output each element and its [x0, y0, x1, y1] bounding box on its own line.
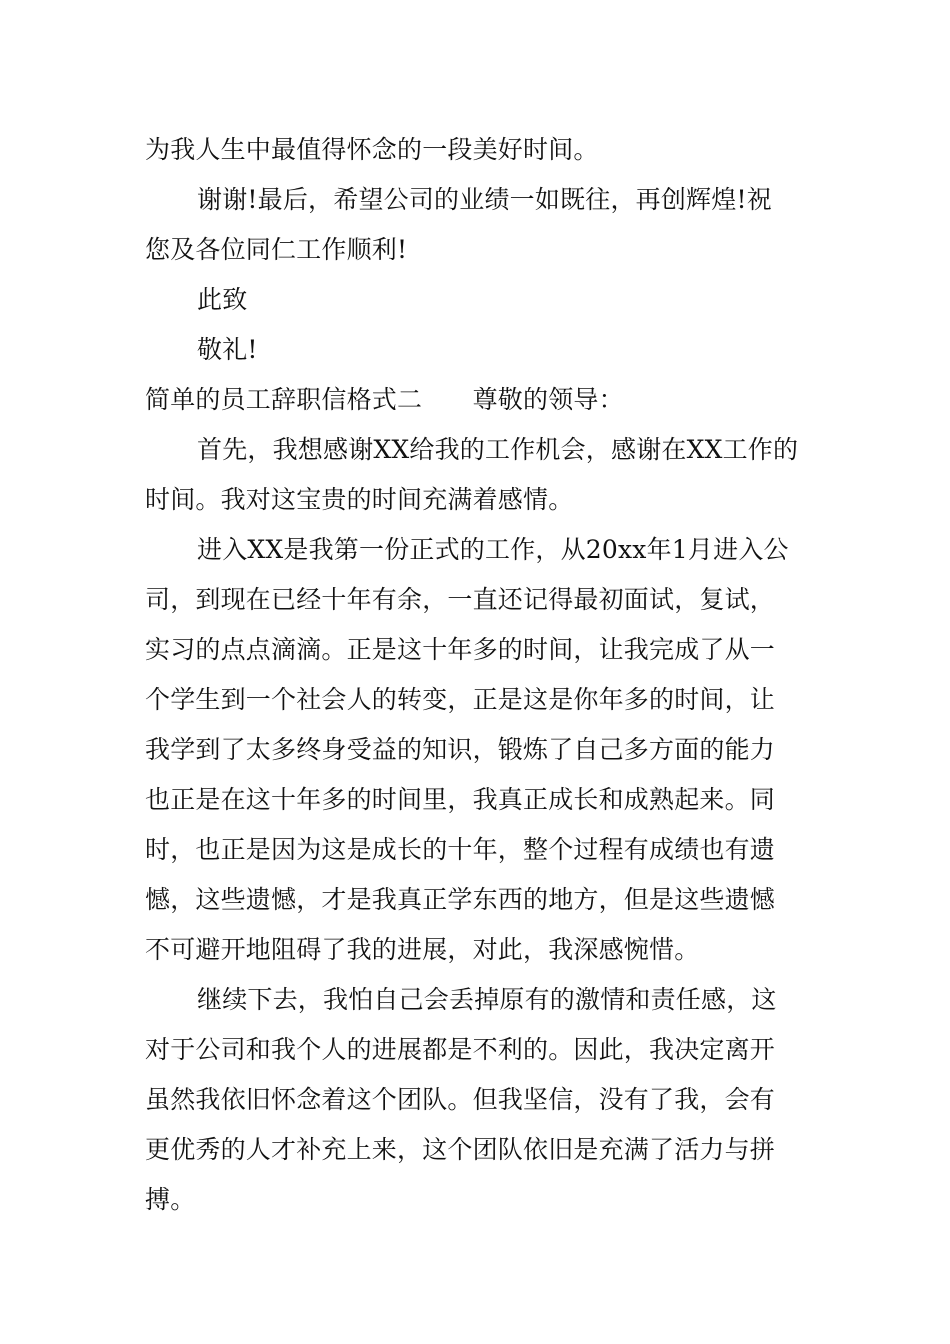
text-line: 个学生到一个社会人的转变，正是这是你年多的时间，让	[145, 685, 776, 714]
text-line: 首先，我想感谢XX给我的工作机会，感谢在XX工作的	[197, 435, 799, 464]
text-line: 时，也正是因为这是成长的十年，整个过程有成绩也有遗	[145, 835, 776, 864]
text-line: 进入XX是我第一份正式的工作，从20xx年1月进入公	[197, 535, 789, 564]
text-line: 对于公司和我个人的进展都是不利的。因此，我决定离开	[145, 1035, 776, 1064]
text-line: 搏。	[145, 1185, 196, 1214]
text-line: 时间。我对这宝贵的时间充满着感情。	[145, 485, 574, 514]
text-line: 谢谢!最后，希望公司的业绩一如既往，再创辉煌!祝	[197, 185, 772, 214]
text-line: 更优秀的人才补充上来，这个团队依旧是充满了活力与拼	[145, 1135, 776, 1164]
text-line: 也正是在这十年多的时间里，我真正成长和成熟起来。同	[145, 785, 776, 814]
text-line: 司，到现在已经十年有余，一直还记得最初面试，复试，	[145, 585, 776, 614]
text-line: 虽然我依旧怀念着这个团队。但我坚信，没有了我，会有	[145, 1085, 776, 1114]
text-line: 继续下去，我怕自己会丢掉原有的激情和责任感，这	[197, 985, 777, 1014]
text-line: 为我人生中最值得怀念的一段美好时间。	[145, 135, 599, 164]
text-line: 实习的点点滴滴。正是这十年多的时间，让我完成了从一	[145, 635, 776, 664]
section-heading: 简单的员工辞职信格式二 尊敬的领导：	[145, 385, 624, 414]
text-line: 您及各位同仁工作顺利!	[145, 235, 408, 264]
text-line: 我学到了太多终身受益的知识，锻炼了自己多方面的能力	[145, 735, 776, 764]
closing-line: 此致	[197, 285, 248, 314]
closing-line: 敬礼!	[197, 335, 258, 364]
text-line: 不可避开地阻碍了我的进展，对此，我深感惋惜。	[145, 935, 700, 964]
text-line: 憾，这些遗憾，才是我真正学东西的地方，但是这些遗憾	[145, 885, 776, 914]
